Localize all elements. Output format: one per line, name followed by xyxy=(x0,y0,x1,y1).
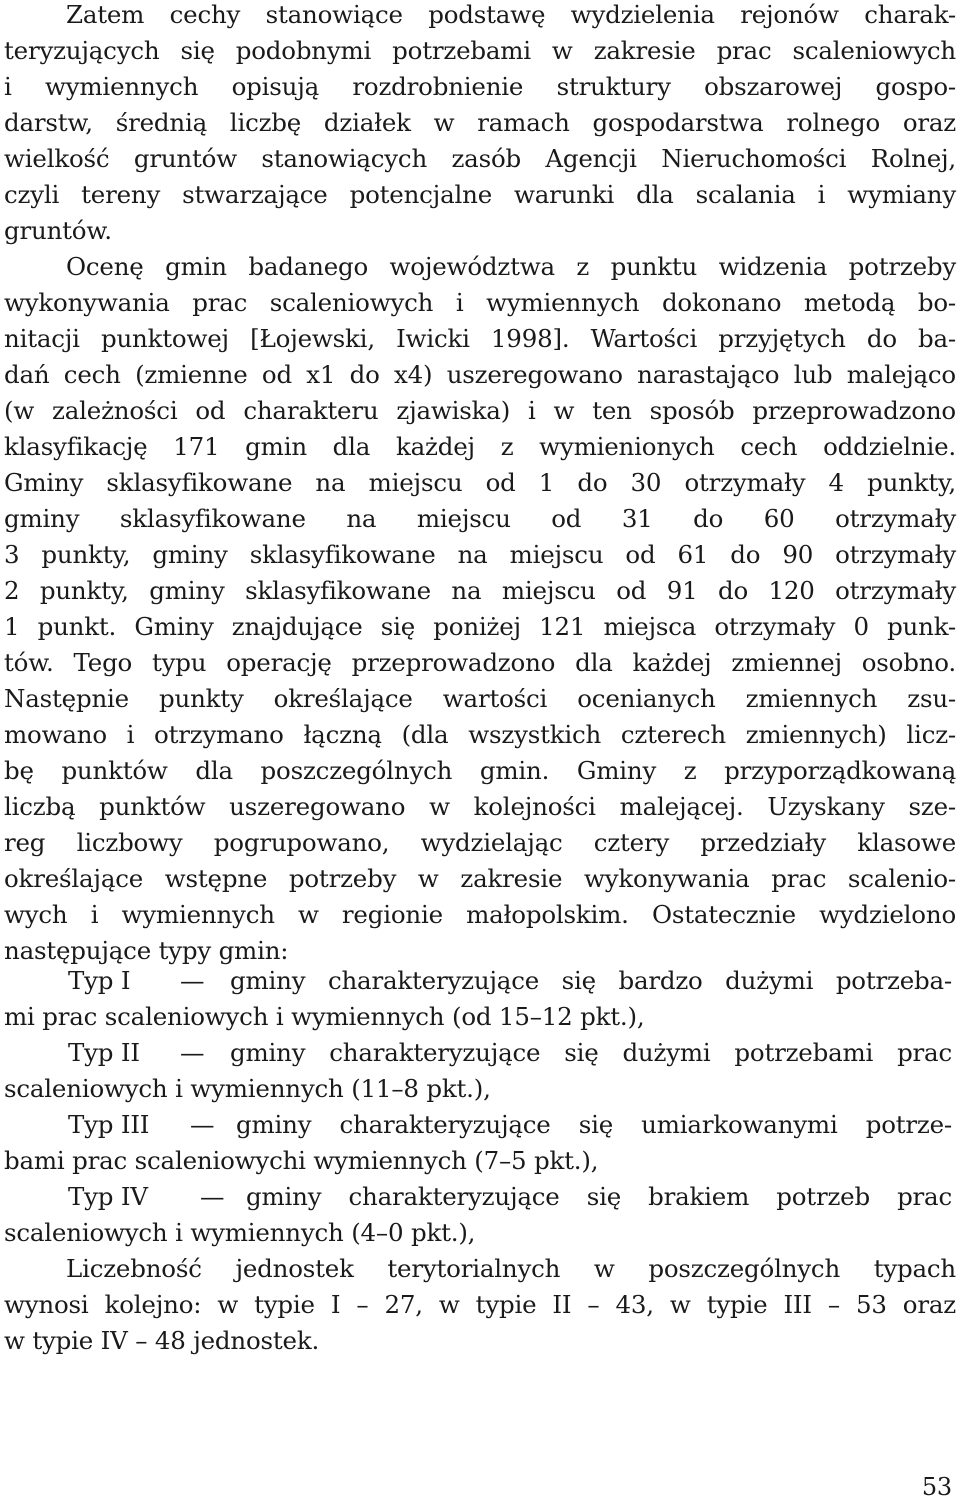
type-dash: — xyxy=(200,1182,225,1211)
type-label: Typ III xyxy=(68,1110,150,1139)
text-line: wynosi kolejno: w typie I – 27, w typie II – 43, w typie III – 53 oraz xyxy=(4,1290,956,1319)
text-line: tów. Tego typu operację przeprowadzono dla każdej zmiennej osobno. xyxy=(4,648,956,677)
text-line: czyli tereny stwarzające potencjalne warunki dla scalania i wymiany xyxy=(4,180,956,209)
text-line: 2 punkty, gminy sklasyfikowane na miejscu od 91 do 120 otrzymały xyxy=(4,576,956,605)
text-line: wykonywania prac scaleniowych i wymiennych dokonano metodą bo- xyxy=(4,288,956,317)
text-line: mi prac scaleniowych i wymiennych (od 15–12 pkt.), xyxy=(4,1002,645,1031)
text-line: dań cech (zmienne od x1 do x4) uszeregowano narastająco lub malejąco xyxy=(4,360,956,389)
type-entry xyxy=(0,966,960,996)
text-line: Zatem cechy stanowiące podstawę wydzielenia rejonów charak- xyxy=(66,0,956,29)
type-description: gminy charakteryzujące się umiarkowanymi potrze- xyxy=(236,1110,952,1139)
text-line: bami prac scaleniowychi wymiennych (7–5 pkt.), xyxy=(4,1146,599,1175)
type-label: Typ II xyxy=(68,1038,140,1067)
type-entry xyxy=(0,1182,960,1212)
type-label: Typ I xyxy=(68,966,131,995)
text-line: reg liczbowy pogrupowano, wydzielając cztery przedziały klasowe xyxy=(4,828,956,857)
text-line: 3 punkty, gminy sklasyfikowane na miejscu od 61 do 90 otrzymały xyxy=(4,540,956,569)
text-line: Liczebność jednostek terytorialnych w poszczególnych typach xyxy=(66,1254,956,1283)
text-line: Gminy sklasyfikowane na miejscu od 1 do 30 otrzymały 4 punkty, xyxy=(4,468,956,497)
text-line: scaleniowych i wymiennych (4–0 pkt.), xyxy=(4,1218,476,1247)
type-description: gminy charakteryzujące się brakiem potrzeb prac xyxy=(246,1182,952,1211)
text-line: określające wstępne potrzeby w zakresie wykonywania prac scalenio- xyxy=(4,864,956,893)
type-entry xyxy=(0,1110,960,1140)
type-description: gminy charakteryzujące się bardzo dużymi potrzeba- xyxy=(230,966,952,995)
text-line: gminy sklasyfikowane na miejscu od 31 do 60 otrzymały xyxy=(4,504,956,533)
type-entry xyxy=(0,1038,960,1068)
type-description: gminy charakteryzujące się dużymi potrzebami prac xyxy=(230,1038,952,1067)
text-line: bę punktów dla poszczególnych gmin. Gminy z przyporządkowaną xyxy=(4,756,956,785)
text-line: 1 punkt. Gminy znajdujące się poniżej 121 miejsca otrzymały 0 punk- xyxy=(4,612,956,641)
type-dash: — xyxy=(180,1038,205,1067)
text-line: liczbą punktów uszeregowano w kolejności malejącej. Uzyskany sze- xyxy=(4,792,956,821)
text-line: (w zależności od charakteru zjawiska) i w ten sposób przeprowadzono xyxy=(4,396,956,425)
text-line: klasyfikację 171 gmin dla każdej z wymienionych cech oddzielnie. xyxy=(4,432,956,461)
text-line: nitacji punktowej [Łojewski, Iwicki 1998]. Wartości przyjętych do ba- xyxy=(4,324,956,353)
type-label: Typ IV xyxy=(68,1182,148,1211)
page-number: 53 xyxy=(921,1473,952,1501)
text-line: i wymiennych opisują rozdrobnienie struktury obszarowej gospo- xyxy=(4,72,956,101)
text-line: scaleniowych i wymiennych (11–8 pkt.), xyxy=(4,1074,491,1103)
text-line: wielkość gruntów stanowiących zasób Agencji Nieruchomości Rolnej, xyxy=(4,144,956,173)
type-dash: — xyxy=(180,966,205,995)
text-line: darstw, średnią liczbę działek w ramach gospodarstwa rolnego oraz xyxy=(4,108,956,137)
text-line: teryzujących się podobnymi potrzebami w zakresie prac scaleniowych xyxy=(4,36,956,65)
text-line: wych i wymiennych w regionie małopolskim. Ostatecznie wydzielono xyxy=(4,900,956,929)
text-line: w typie IV – 48 jednostek. xyxy=(4,1326,320,1355)
text-line: następujące typy gmin: xyxy=(4,936,289,965)
type-dash: — xyxy=(190,1110,215,1139)
text-line: Następnie punkty określające wartości ocenianych zmiennych zsu- xyxy=(4,684,956,713)
text-line: Ocenę gmin badanego województwa z punktu widzenia potrzeby xyxy=(66,252,956,281)
text-line: gruntów. xyxy=(4,216,112,245)
text-line: mowano i otrzymano łączną (dla wszystkich czterech zmiennych) licz- xyxy=(4,720,956,749)
